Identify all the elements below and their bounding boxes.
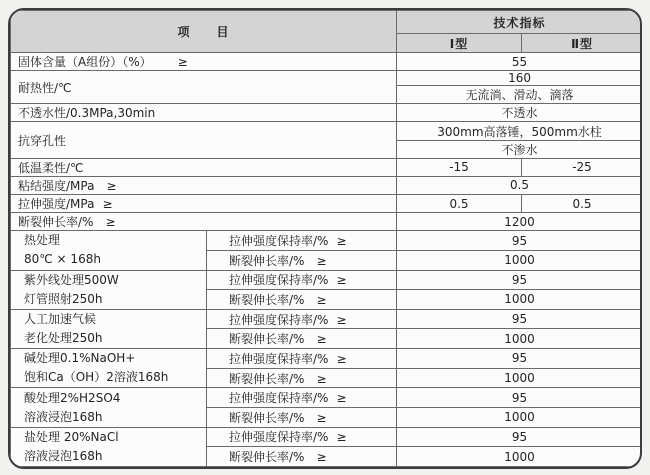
sub-label-text: 拉伸强度保持率/%: [229, 391, 329, 406]
tensile-retention-label: [207, 270, 397, 290]
tensile-strength-label: [11, 194, 397, 212]
elongation-retention-label: [207, 368, 397, 388]
elongation-retention-value: 1000: [397, 447, 642, 467]
gte-symbol: ≥: [336, 273, 347, 288]
elongation-retention-label: [207, 329, 397, 349]
sub-label-text: 拉伸强度保持率/%: [229, 312, 329, 327]
column-header-type2: Ⅱ型: [522, 34, 642, 53]
elongation-retention-value: 1000: [397, 368, 642, 388]
sub-label-text: 拉伸强度保持率/%: [229, 234, 329, 249]
spec-table-grid: [10, 10, 642, 467]
elongation-retention-value: 1000: [397, 290, 642, 310]
treatment-label-line2: 80℃ × 168h: [24, 252, 101, 267]
column-header-item: 项 目: [11, 11, 397, 53]
gte-symbol: ≥: [316, 292, 327, 307]
tensile-retention-label: [207, 388, 397, 408]
tensile-retention-value: 95: [397, 309, 642, 329]
low-temp-type2-value: -25: [522, 158, 642, 176]
puncture-resistance-label: 抗穿孔性: [11, 122, 397, 158]
tensile-retention-value: 95: [397, 349, 642, 369]
treatment-heat-label: [11, 231, 207, 270]
table-row: [11, 71, 643, 86]
tensile-retention-label: [207, 349, 397, 369]
low-temp-flexibility-label: 低温柔性/℃: [11, 158, 397, 176]
table-row: [11, 309, 643, 329]
treatment-label-line2: 溶液浸泡168h: [24, 448, 103, 463]
heat-resistance-label: 耐热性/℃: [11, 71, 397, 104]
elongation-label: [11, 213, 397, 231]
sub-label-text: 断裂伸长率/%: [229, 292, 305, 307]
sub-label-text: 拉伸强度保持率/%: [229, 273, 329, 288]
elongation-retention-label: [207, 290, 397, 310]
treatment-uv-label: [11, 270, 207, 309]
elongation-retention-label: [207, 447, 397, 467]
solid-content-value: 55: [397, 53, 642, 71]
elongation-retention-value: 1000: [397, 250, 642, 270]
table-row: [11, 427, 643, 447]
treatment-alkali-label: [11, 349, 207, 388]
treatment-label-line2: 老化处理250h: [24, 330, 103, 345]
elongation-retention-value: 1000: [397, 329, 642, 349]
elongation-value: 1200: [397, 213, 642, 231]
tensile-retention-label: [207, 309, 397, 329]
sub-label-text: 断裂伸长率/%: [229, 253, 305, 268]
treatment-label-line1: 酸处理2%H2SO4: [24, 390, 121, 405]
table-row: [11, 213, 643, 231]
technical-spec-table: [8, 8, 642, 469]
table-row: [11, 158, 643, 176]
gte-symbol: ≥: [336, 234, 347, 249]
tensile-retention-label: [207, 231, 397, 251]
gte-symbol: ≥: [316, 371, 327, 386]
tensile-strength-type2-value: 0.5: [522, 194, 642, 212]
treatment-label-line1: 人工加速气候: [24, 311, 97, 326]
treatment-label-line1: 碱处理0.1%NaOH+: [24, 351, 136, 366]
treatment-salt-label: [11, 427, 207, 466]
low-temp-type1-value: -15: [397, 158, 522, 176]
treatment-label-line1: 紫外线处理500W: [24, 272, 119, 287]
impermeability-label: 不透水性/0.3MPa,30min: [11, 104, 397, 122]
tensile-retention-value: 95: [397, 388, 642, 408]
sub-label-text: 断裂伸长率/%: [229, 450, 305, 465]
table-row: [11, 176, 643, 194]
table-row: [11, 194, 643, 212]
gte-symbol: ≥: [336, 351, 347, 366]
sub-label-text: 断裂伸长率/%: [229, 371, 305, 386]
heat-resistance-value-2: 无流淌、滑动、滴落: [397, 86, 642, 104]
sub-label-text: 拉伸强度保持率/%: [229, 430, 329, 445]
treatment-label-line2: 溶液浸泡168h: [24, 409, 103, 424]
tensile-retention-label: [207, 427, 397, 447]
table-row: [11, 349, 643, 369]
tensile-strength-type1-value: 0.5: [397, 194, 522, 212]
table-row: [11, 231, 643, 251]
treatment-label-line1: 热处理: [24, 233, 61, 248]
tensile-retention-value: 95: [397, 270, 642, 290]
impermeability-value: 不透水: [397, 104, 642, 122]
gte-symbol: ≥: [106, 178, 117, 193]
treatment-weathering-label: [11, 309, 207, 348]
row-label-text: 固体含量（A组份）（%）: [18, 55, 152, 70]
gte-symbol: ≥: [316, 450, 327, 465]
sub-label-text: 断裂伸长率/%: [229, 332, 305, 347]
gte-symbol: ≥: [336, 312, 347, 327]
table-row: [11, 388, 643, 408]
table-row: [11, 270, 643, 290]
gte-symbol: ≥: [336, 391, 347, 406]
sub-label-text: 拉伸强度保持率/%: [229, 351, 329, 366]
gte-symbol: ≥: [336, 430, 347, 445]
column-header-tech-indicator: 技术指标: [397, 11, 642, 34]
elongation-retention-label: [207, 250, 397, 270]
row-label-text: 粘结强度/MPa: [18, 178, 95, 193]
bond-strength-label: [11, 176, 397, 194]
table-row: [11, 122, 643, 140]
treatment-label-line1: 盐处理 20%NaCl: [24, 429, 119, 444]
treatment-label-line2: 饱和Ca（OH）2溶液168h: [24, 370, 169, 385]
row-label-text: 拉伸强度/MPa: [18, 197, 95, 212]
gte-symbol: ≥: [105, 215, 116, 230]
tensile-retention-value: 95: [397, 427, 642, 447]
table-row: [11, 104, 643, 122]
elongation-retention-value: 1000: [397, 408, 642, 428]
bond-strength-value: 0.5: [397, 176, 642, 194]
column-header-type1: Ⅰ型: [397, 34, 522, 53]
treatment-label-line2: 灯管照射250h: [24, 291, 103, 306]
gte-symbol: ≥: [177, 55, 188, 70]
treatment-acid-label: [11, 388, 207, 427]
sub-label-text: 断裂伸长率/%: [229, 410, 305, 425]
elongation-retention-label: [207, 408, 397, 428]
tensile-retention-value: 95: [397, 231, 642, 251]
row-label-text: 断裂伸长率/%: [18, 215, 94, 230]
gte-symbol: ≥: [316, 253, 327, 268]
puncture-resistance-value-2: 不渗水: [397, 140, 642, 158]
puncture-resistance-value-1: 300mm高落锤，500mm水柱: [397, 122, 642, 140]
gte-symbol: ≥: [102, 197, 113, 212]
solid-content-label: [11, 53, 397, 71]
gte-symbol: ≥: [316, 410, 327, 425]
gte-symbol: ≥: [316, 332, 327, 347]
table-row: [11, 53, 643, 71]
heat-resistance-value-1: 160: [397, 71, 642, 86]
